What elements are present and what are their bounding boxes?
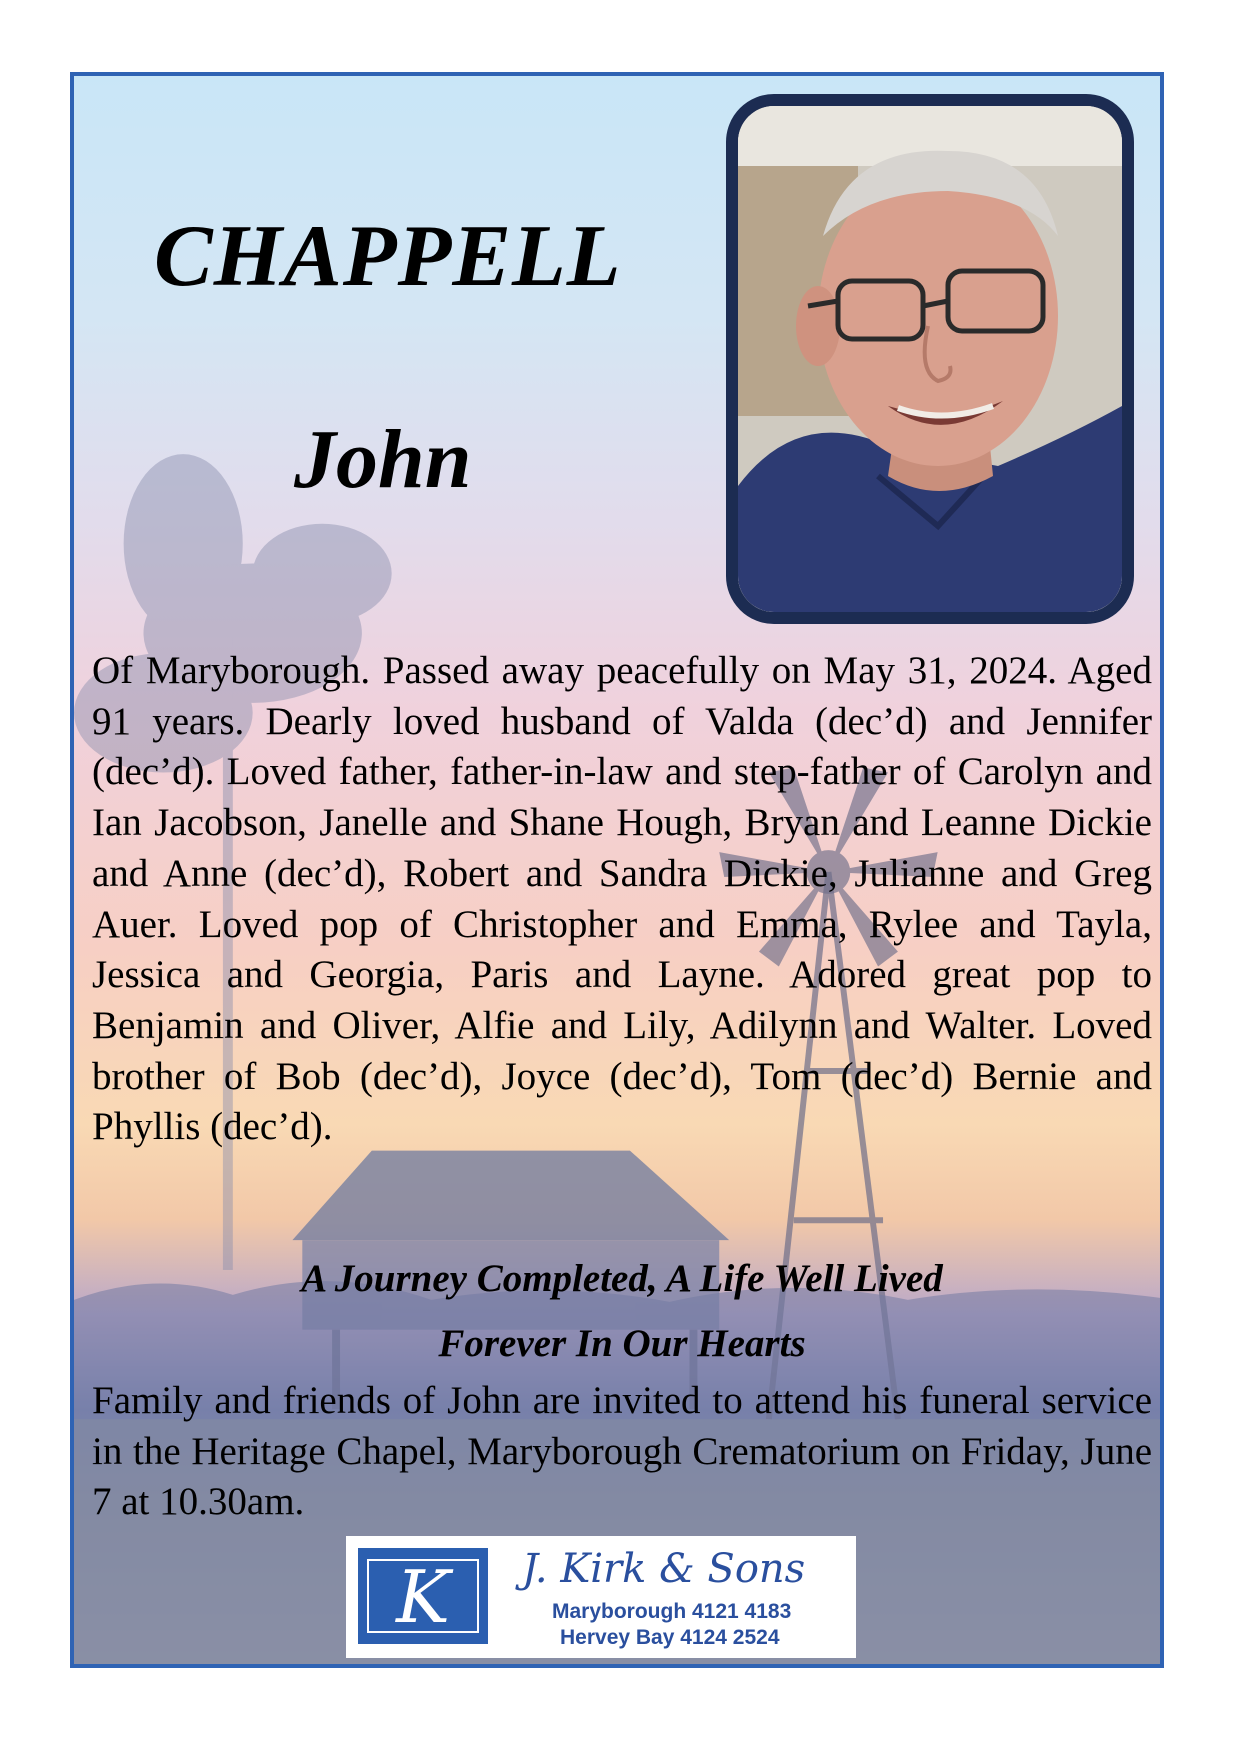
maryborough-phone: Maryborough 4121 4183 [552, 1600, 792, 1623]
hervey-bay-phone: Hervey Bay 4124 2524 [560, 1626, 780, 1649]
portrait-photo [726, 94, 1134, 624]
obituary-body: Of Maryborough. Passed away peacefully on May 31, 2024. Aged 91 years. Dearly loved husband of Valda (dec’d) and Jennifer (dec’d). Loved father, father-in-law and step-father of Carolyn and Ian Jacobson, Janelle and Shane Hough, Bryan and Leanne Dickie and Anne (dec’d), Robert and Sandra Dickie, Julianne and Greg Auer. Loved pop of Christopher and Emma, Rylee and Tayla, Jessica and Georgia, Paris and Layne. Adored great pop to Benjamin and Oliver, Alfie and Lily, Adilynn and Walter. Loved brother of Bob (dec’d), Joyce (dec’d), Tom (dec’d) Bernie and Phyllis (dec’d). [92, 649, 1152, 1149]
funeral-service-details: Family and friends of John are invited to attend his funeral service in the Heritage Chapel, Maryborough Crematorium on Friday, June 7 at 10.30am. [92, 1379, 1152, 1524]
surname: CHAPPELL [154, 208, 622, 305]
obituary-notice [70, 72, 1164, 1668]
tagline-hearts: Forever In Our Hearts [438, 1322, 806, 1365]
monogram-letter: K [396, 1555, 450, 1639]
monogram-scroll-icon [358, 1548, 488, 1644]
tagline-journey: A Journey Completed, A Life Well Lived [301, 1257, 943, 1300]
funeral-director-logo [346, 1536, 856, 1658]
funeral-director-name: J. Kirk & Sons [522, 1546, 806, 1592]
first-name: John [294, 413, 472, 506]
